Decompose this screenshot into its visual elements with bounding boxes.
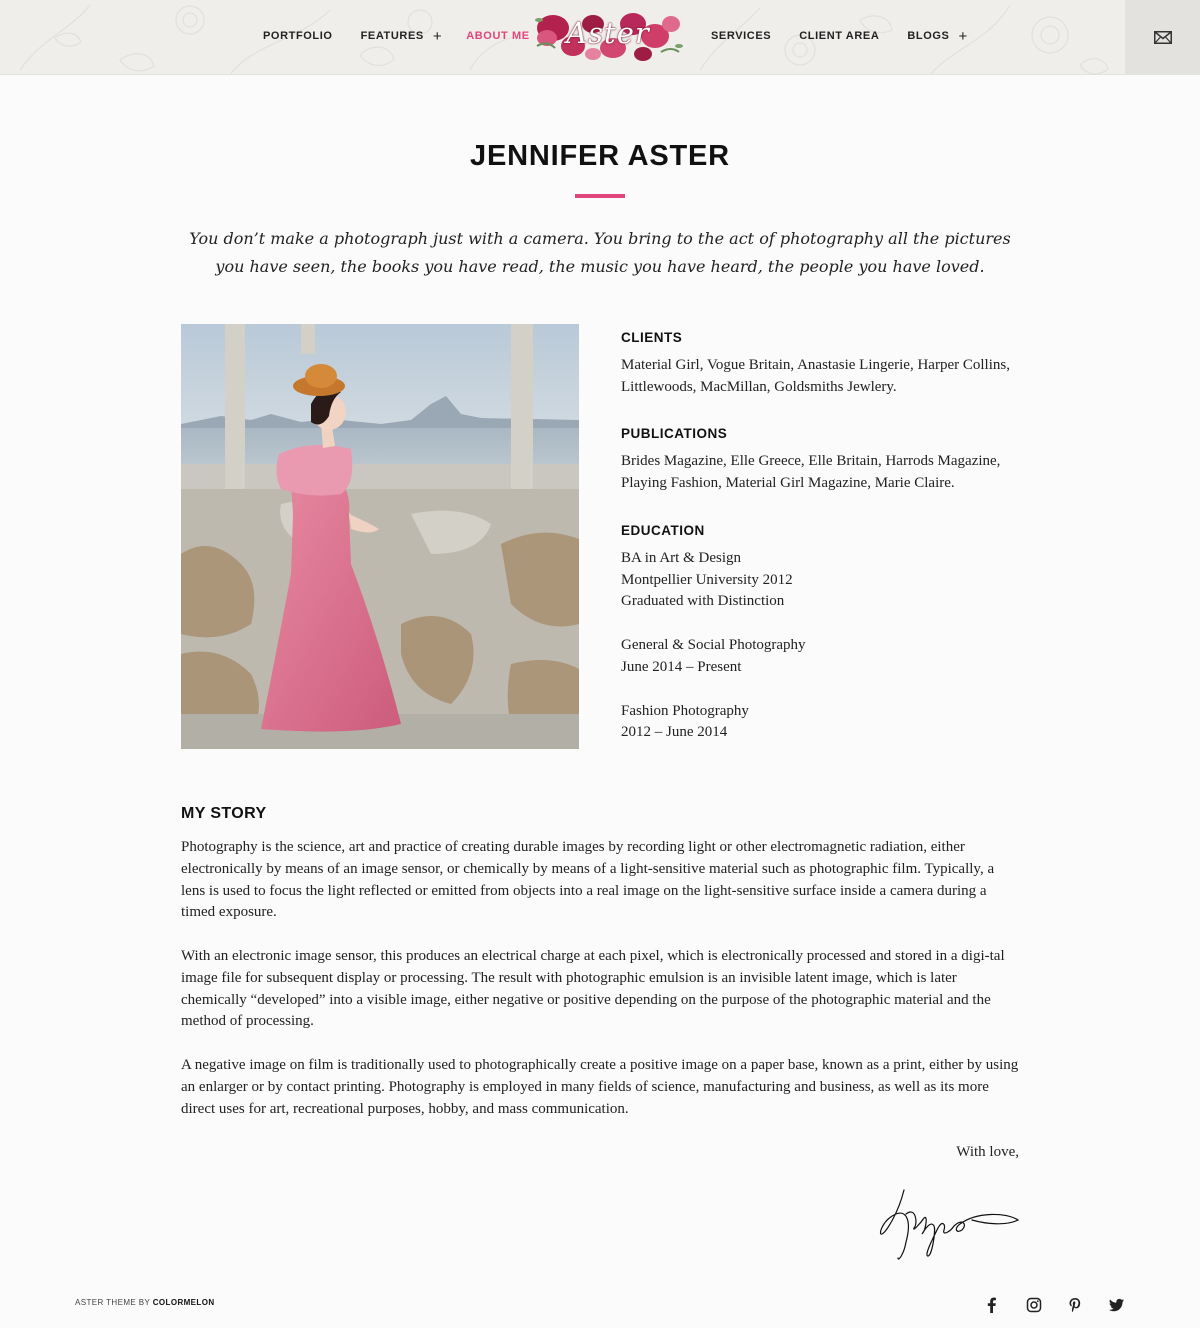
education-line: 2012 – June 2014 <box>621 724 728 741</box>
clients-line: Littlewoods, MacMillan, Goldsmiths Jewlery. <box>621 378 897 395</box>
publications-line: Brides Magazine, Elle Greece, Elle Britain, Harrods Magazine, <box>621 453 1001 469</box>
nav-item-features[interactable] <box>361 29 443 44</box>
pinterest-icon[interactable] <box>1066 1296 1084 1314</box>
education-degree <box>621 548 806 613</box>
site-logo[interactable] <box>533 6 683 66</box>
education-line: Graduated with Distinction <box>621 593 785 610</box>
theme-credit <box>75 1298 215 1307</box>
intro-quote: You don’t make a photograph just with a camera. You bring to the act of photography all the pictures you have seen, the books you have read, the music you have heard, the people you have loved. <box>189 229 1011 276</box>
story-paragraph: Photography is the science, art and practice of creating durable images by recording light or other electromagnetic radiation, either electronically by means of an image sensor, or chemically by means of a light-sensitive material such as photographic film. Typically, a lens is used to focus the light reflected or emitted from objects into a real image on the light-sensitive surface inside a camera during a timed exposure. <box>181 839 995 921</box>
publications-line: Playing Fashion, Material Girl Magazine, Marie Claire. <box>621 474 955 491</box>
nav-label: FEATURES <box>360 30 424 42</box>
primary-nav-right <box>711 0 968 72</box>
story-heading: MY STORY <box>181 805 267 822</box>
nav-item-portfolio[interactable] <box>263 30 333 42</box>
logo-text: Aster <box>566 16 650 50</box>
nav-item-client-area[interactable] <box>799 30 879 42</box>
education-experience <box>621 635 806 678</box>
education-line: General & Social Photography <box>621 637 806 654</box>
story-paragraph: A negative image on film is traditionally used to photographically create a positive image on a paper base, known as a print, either by using an enlarger or by contact printing. Photography is employed in many fields of science, manufacturing and business, as well as its more direct uses for art, recreational purposes, hobby, and mass communication. <box>181 1057 1019 1117</box>
title-divider <box>575 194 625 198</box>
credit-brand-link[interactable]: COLORMELON <box>152 1298 215 1307</box>
story-paragraph: With an electronic image sensor, this produces an electrical charge at each pixel, which is electronically processed and stored in a digi-tal image file for subsequent display or processing. The result with photographic emulsion is an invisible latent image, which is later chemically “developed” into a visible image, either negative or positive depending on the purpose of the photographic material and the method of processing. <box>181 948 1005 1030</box>
clients-text <box>621 355 1010 398</box>
sign-off: With love, <box>956 1144 1019 1160</box>
nav-label: BLOGS <box>907 30 950 42</box>
page-title: JENNIFER ASTER <box>470 140 730 172</box>
credit-prefix: ASTER THEME BY <box>75 1298 151 1307</box>
twitter-icon[interactable] <box>1108 1296 1126 1314</box>
plus-icon[interactable]: + <box>958 27 968 45</box>
nav-label: PORTFOLIO <box>263 30 333 42</box>
nav-item-about-me[interactable] <box>466 30 529 42</box>
education-line: Fashion Photography <box>621 702 749 719</box>
clients-heading: CLIENTS <box>621 330 683 345</box>
contact-button[interactable] <box>1125 0 1200 75</box>
nav-label: ABOUT ME <box>466 30 530 42</box>
facebook-icon[interactable] <box>983 1296 1001 1314</box>
clients-section <box>621 329 1010 398</box>
portrait-image <box>181 324 579 749</box>
education-experience <box>621 701 806 744</box>
education-section <box>621 522 806 744</box>
site-header <box>0 0 1200 75</box>
instagram-icon[interactable] <box>1025 1296 1043 1314</box>
education-line: June 2014 – Present <box>621 658 742 675</box>
portrait-photo <box>181 324 579 749</box>
plus-icon[interactable]: + <box>432 27 443 45</box>
nav-item-services[interactable] <box>711 30 771 42</box>
education-line: BA in Art & Design <box>621 550 742 566</box>
publications-text <box>621 451 1000 494</box>
nav-label: SERVICES <box>711 30 772 42</box>
nav-item-blogs[interactable] <box>907 29 968 44</box>
nav-label: CLIENT AREA <box>799 30 880 42</box>
publications-heading: PUBLICATIONS <box>621 426 728 441</box>
education-heading: EDUCATION <box>621 523 705 538</box>
publications-section <box>621 425 1000 494</box>
envelope-icon <box>1154 31 1172 44</box>
clients-line: Material Girl, Vogue Britain, Anastasie Lingerie, Harper Collins, <box>621 357 1010 373</box>
primary-nav-left <box>263 0 530 72</box>
signature-image <box>876 1184 1021 1264</box>
education-line: Montpellier University 2012 <box>621 571 793 588</box>
